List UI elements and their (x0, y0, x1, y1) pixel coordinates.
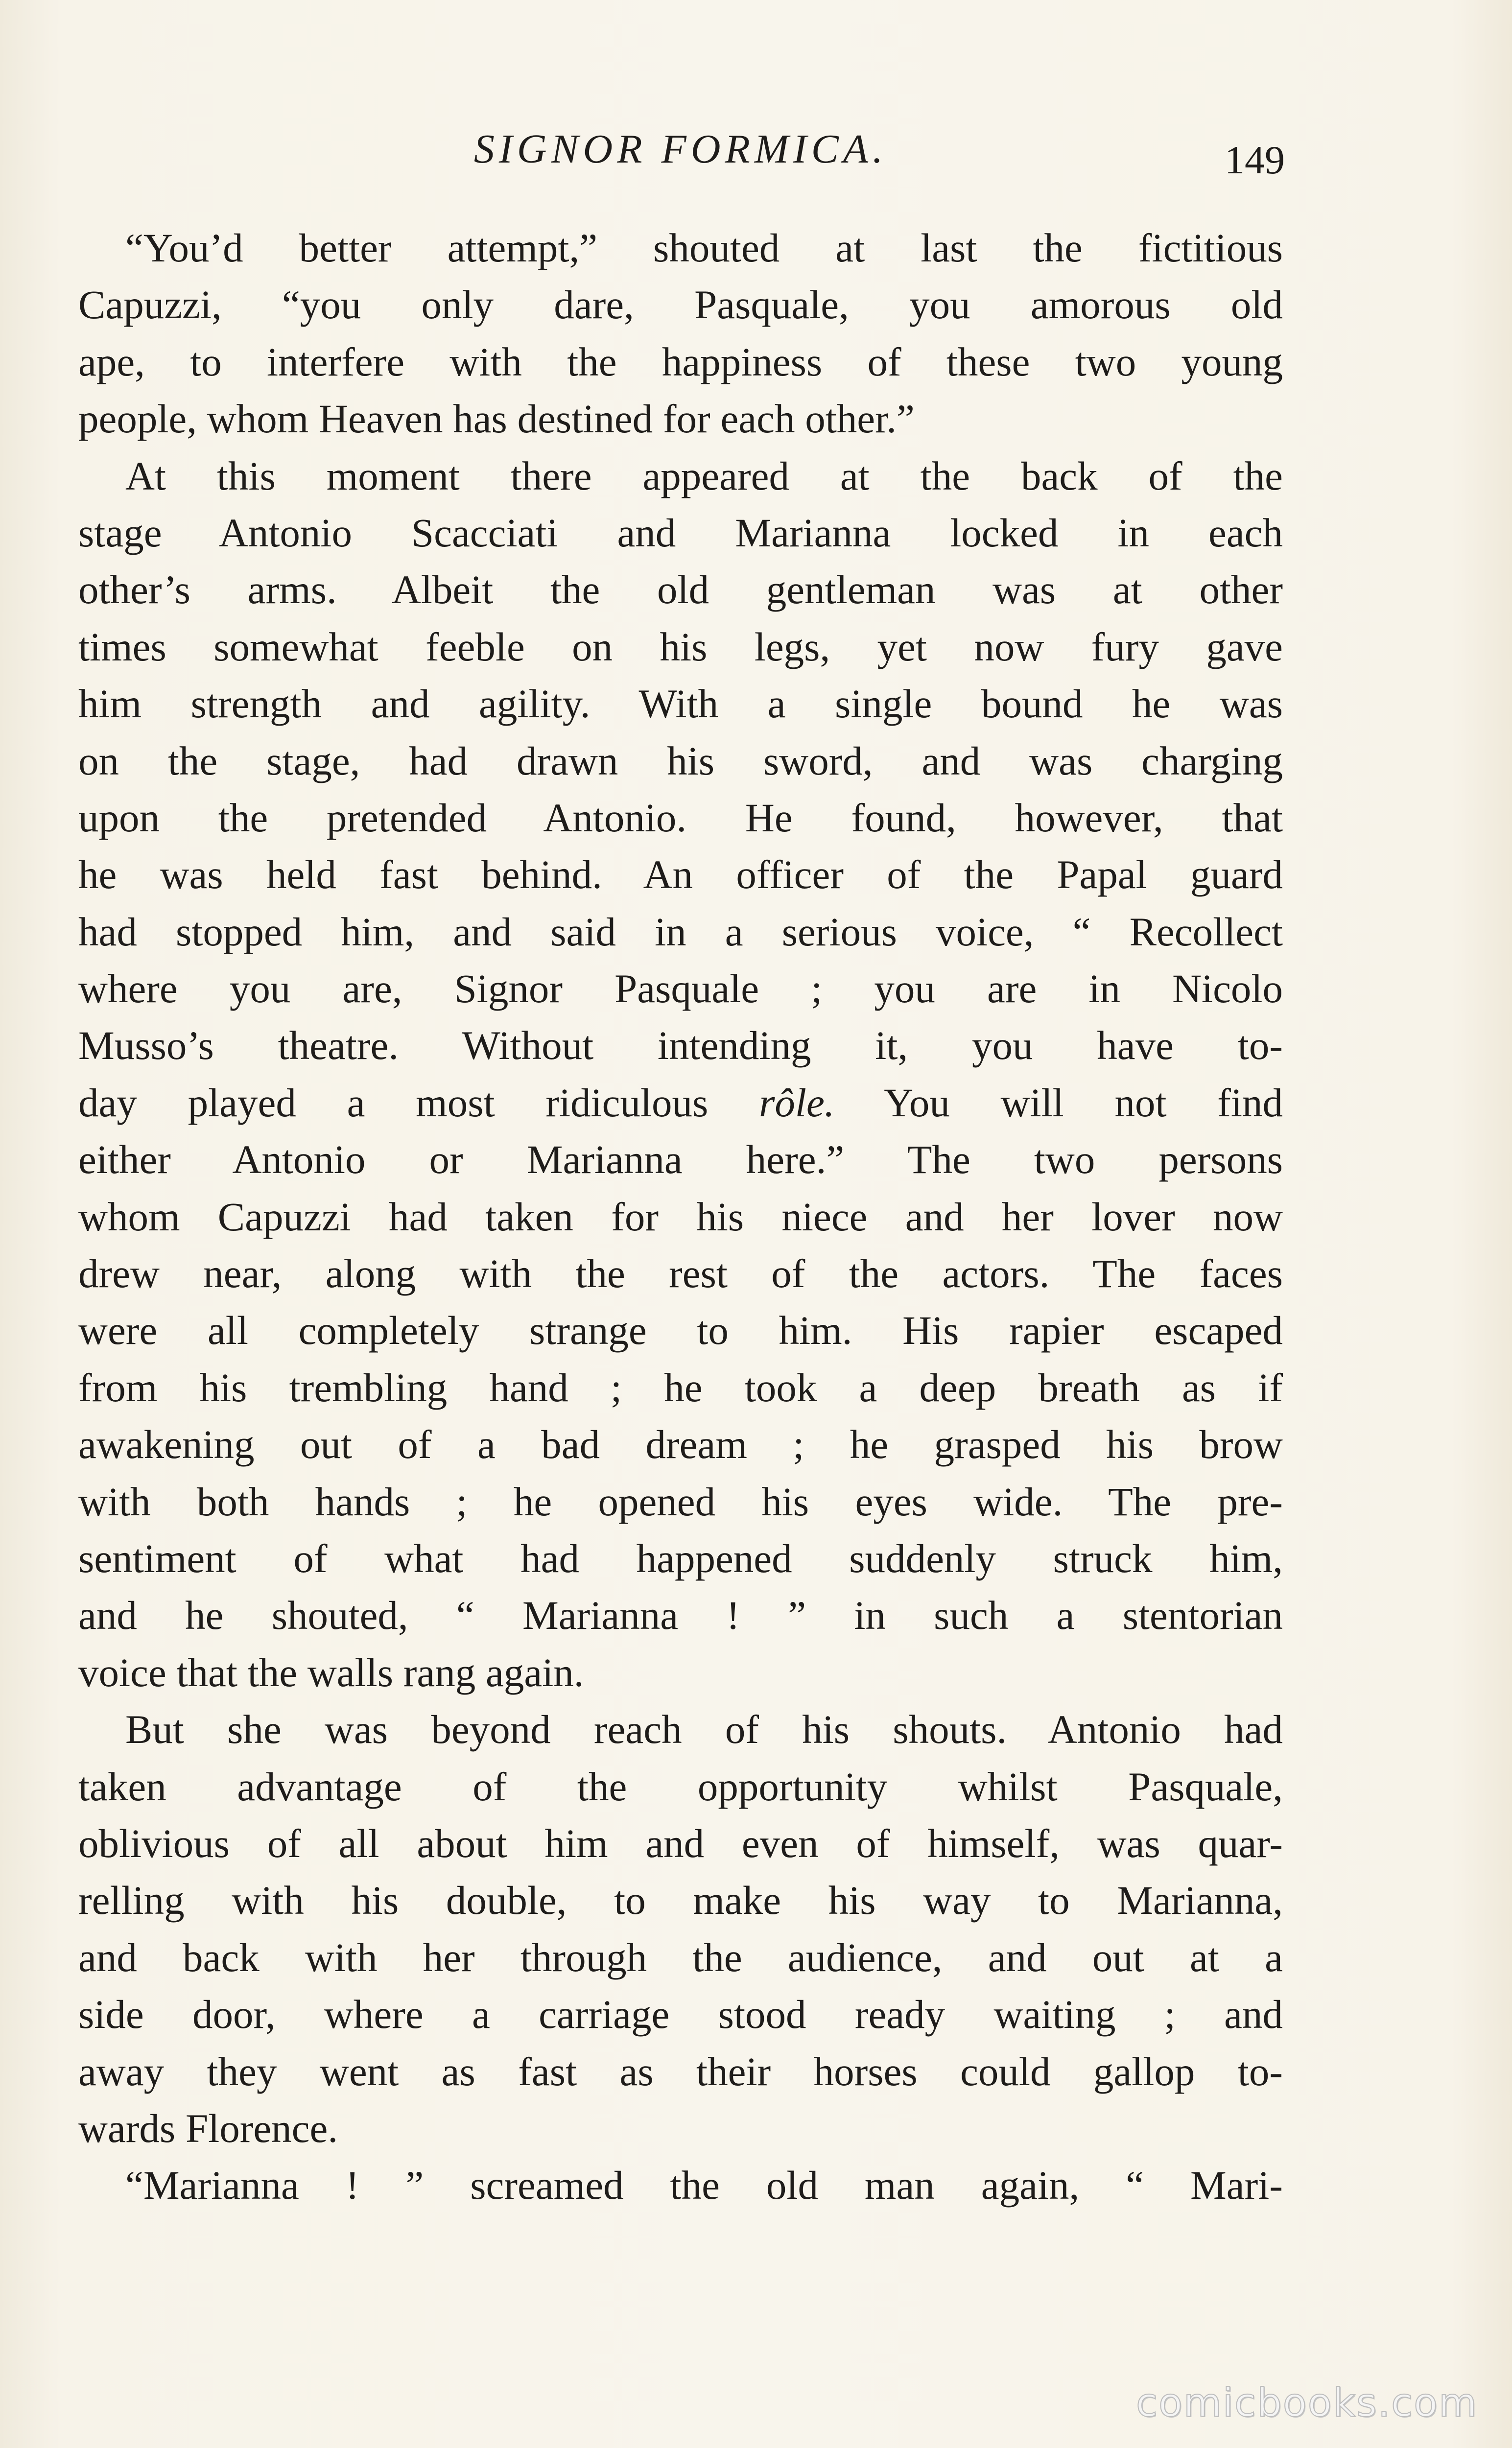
text-line (78, 1074, 1283, 1131)
text-line: whom Capuzzi had taken for his niece and her lover now (78, 1194, 1283, 1239)
text-line: times somewhat feeble on his legs, yet now fury gave (78, 624, 1283, 669)
text-line: he was held fast behind. An officer of the Papal guard (78, 852, 1283, 897)
text-line: people, whom Heaven has destined for each other.” (78, 396, 915, 442)
text-line: wards Florence. (78, 2105, 338, 2151)
text-line: “You’d better attempt,” shouted at last the fictitious (125, 225, 1283, 270)
text-segment: You will not find (834, 1080, 1283, 1125)
text-line: upon the pretended Antonio. He found, however, that (78, 795, 1283, 840)
text-line: were all completely strange to him. His rapier escaped (78, 1308, 1283, 1353)
text-line: stage Antonio Scacciati and Marianna locked in each (78, 510, 1283, 555)
text-line: from his trembling hand ; he took a deep breath as if (78, 1365, 1283, 1410)
text-line: Musso’s theatre. Without intending it, you have to- (78, 1023, 1283, 1068)
watermark: comicbooks.com (1135, 2380, 1478, 2425)
text-line: Capuzzi, “you only dare, Pasquale, you amorous old (78, 282, 1283, 328)
text-line: “Marianna ! ” screamed the old man again, “ Mari- (125, 2163, 1283, 2208)
text-line: oblivious of all about him and even of himself, was quar- (78, 1820, 1283, 1866)
italic-word: rôle. (759, 1080, 835, 1125)
running-title: SIGNOR FORMICA. (473, 126, 888, 172)
text-line: relling with his double, to make his way to Marianna, (78, 1878, 1283, 1923)
text-line: taken advantage of the opportunity whilst Pasquale, (78, 1764, 1283, 1809)
text-line: ape, to interfere with the happiness of these two young (78, 339, 1283, 384)
text-line: At this moment there appeared at the back of the (125, 453, 1283, 498)
text-line: and back with her through the audience, and out at a (78, 1934, 1283, 1980)
text-line: him strength and agility. With a single bound he was (78, 681, 1283, 727)
text-line: and he shouted, “ Marianna ! ” in such a stentorian (78, 1593, 1283, 1638)
text-line: where you are, Signor Pasquale ; you are in Nicolo (78, 966, 1283, 1012)
text-line: drew near, along with the rest of the actors. The faces (78, 1251, 1283, 1296)
page-number: 149 (1225, 138, 1285, 182)
text-line: other’s arms. Albeit the old gentleman was at other (78, 567, 1283, 612)
text-line: away they went as fast as their horses could gallop to- (78, 2048, 1283, 2094)
text-line: awakening out of a bad dream ; he grasped his brow (78, 1422, 1283, 1467)
text-line: had stopped him, and said in a serious voice, “ Recollect (78, 909, 1283, 954)
text-segment: day played a most ridiculous (78, 1080, 759, 1125)
text-line: voice that the walls rang again. (78, 1649, 584, 1695)
text-line: sentiment of what had happened suddenly struck him, (78, 1535, 1283, 1581)
text-line: But she was beyond reach of his shouts. Antonio had (125, 1707, 1283, 1752)
body-text (78, 219, 1283, 2214)
text-line: side door, where a carriage stood ready waiting ; and (78, 1992, 1283, 2037)
text-line: on the stage, had drawn his sword, and was charging (78, 738, 1283, 783)
text-line: either Antonio or Marianna here.” The two persons (78, 1137, 1283, 1182)
text-line: with both hands ; he opened his eyes wide. The pre- (78, 1479, 1283, 1524)
running-head (78, 125, 1283, 184)
